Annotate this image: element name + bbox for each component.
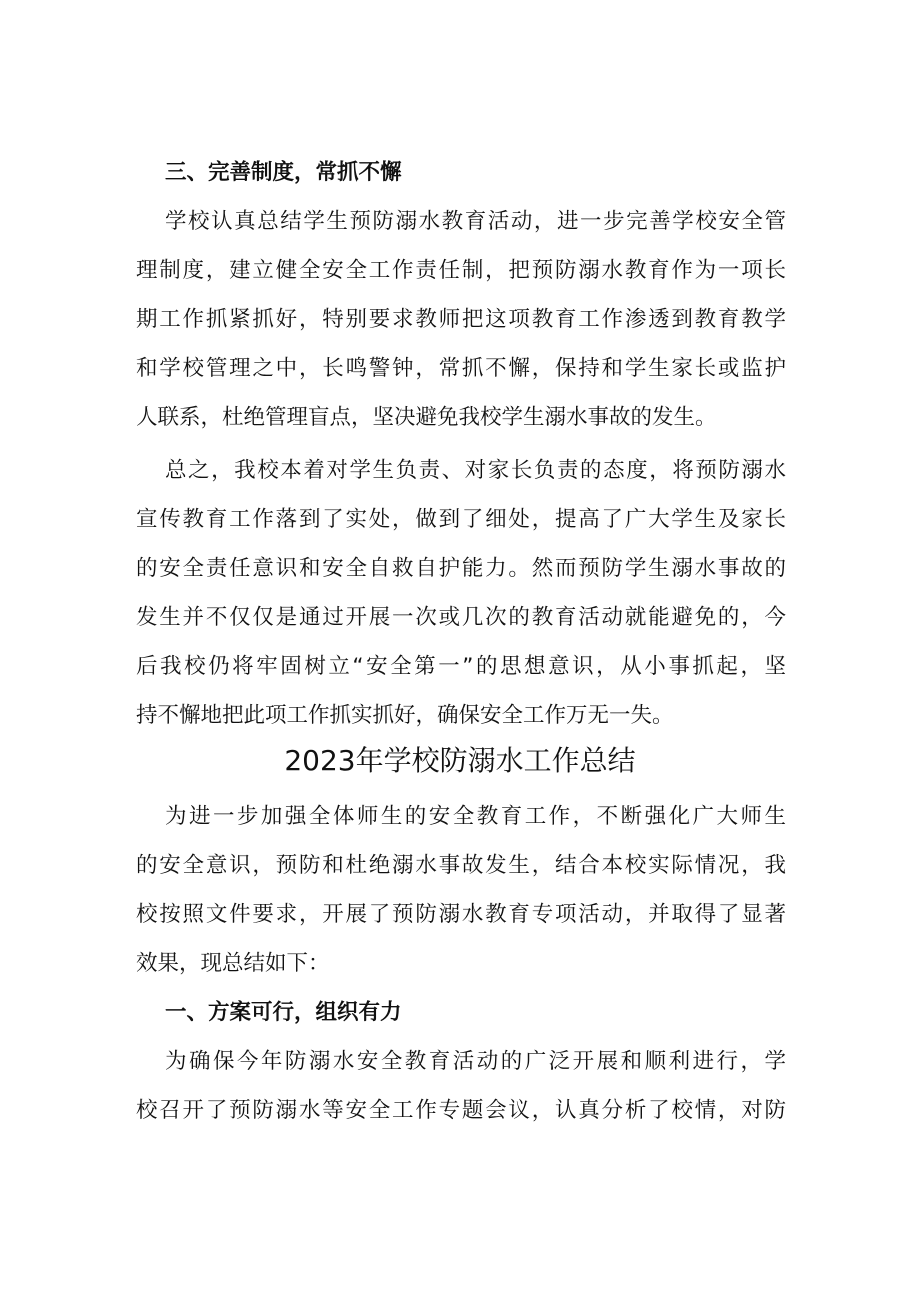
paragraph-line: 校按照文件要求，开展了预防溺水教育专项活动，并取得了显著	[136, 902, 786, 927]
paragraph-line: 理制度，建立健全安全工作责任制，把预防溺水教育作为一项长	[136, 258, 786, 283]
paragraph-line: 持不懈地把此项工作抓实抓好，确保安全工作万无一失。	[136, 703, 674, 728]
paragraph-line: 学校认真总结学生预防溺水教育活动，进一步完善学校安全管	[165, 209, 786, 234]
paragraph-line: 为确保今年防溺水安全教育活动的广泛开展和顺利进行，学	[165, 1049, 786, 1074]
paragraph-line: 期工作抓紧抓好，特别要求教师把这项教育工作渗透到教育教学	[136, 307, 786, 332]
paragraph-line: 校召开了预防溺水等安全工作专题会议，认真分析了校情，对防	[136, 1098, 786, 1123]
paragraph-line: 发生并不仅仅是通过开展一次或几次的教育活动就能避免的，今	[136, 605, 786, 630]
document-title: 2023年学校防溺水工作总结	[284, 744, 636, 777]
paragraph-line: 的安全意识，预防和杜绝溺水事故发生，结合本校实际情况，我	[136, 853, 786, 878]
paragraph-line: 宣传教育工作落到了实处，做到了细处，提高了广大学生及家长	[136, 507, 786, 532]
paragraph-line: 后我校仍将牢固树立“安全第一”的思想意识，从小事抓起，坚	[136, 654, 786, 679]
paragraph-line: 人联系，杜绝管理盲点，坚决避免我校学生溺水事故的发生。	[136, 405, 717, 430]
paragraph-line: 总之，我校本着对学生负责、对家长负责的态度，将预防溺水	[165, 458, 786, 483]
paragraph-line: 效果，现总结如下：	[136, 951, 330, 976]
section-heading-plan-organization: 一、方案可行，组织有力	[165, 1000, 402, 1025]
paragraph-line: 的安全责任意识和安全自救自护能力。然而预防学生溺水事故的	[136, 556, 786, 581]
paragraph-line: 和学校管理之中，长鸣警钟，常抓不懈，保持和学生家长或监护	[136, 356, 786, 381]
paragraph-line: 为进一步加强全体师生的安全教育工作，不断强化广大师生	[165, 804, 786, 829]
section-heading-improve-system: 三、完善制度，常抓不懈	[165, 160, 402, 185]
